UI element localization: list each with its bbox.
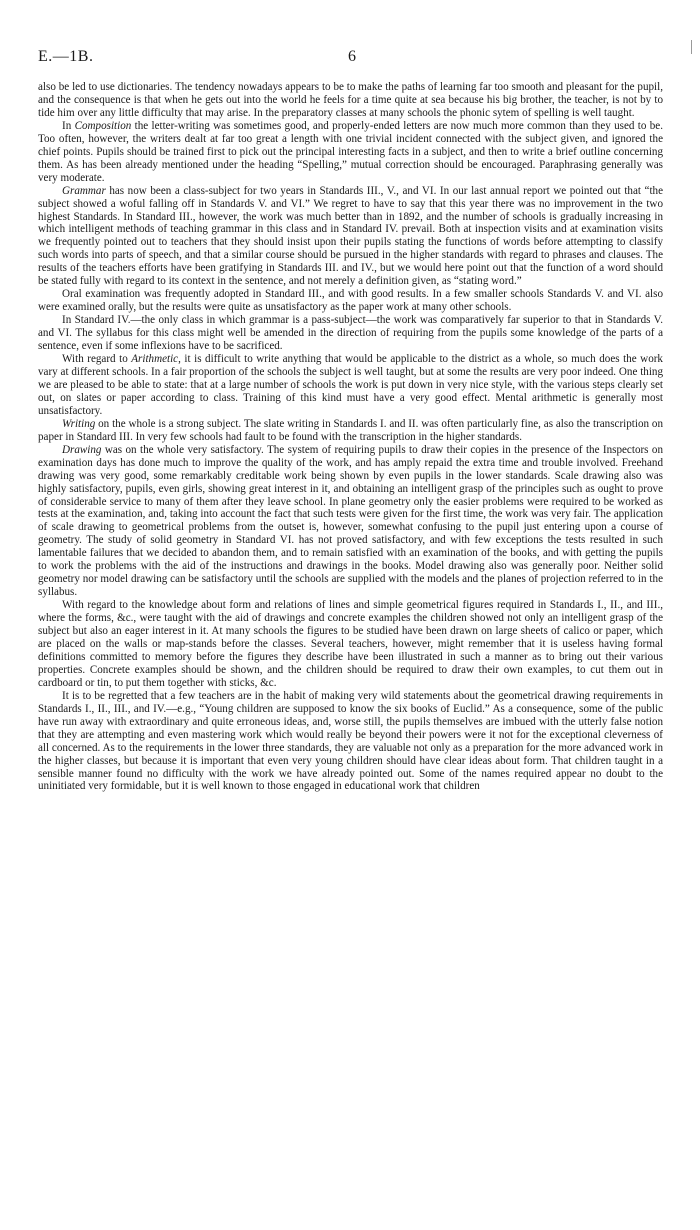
- page-header: [38, 48, 663, 70]
- paragraph-dictionaries: also be led to use dictionaries. The tendency nowadays appears to be to make the paths of learning far too smooth and pleasant for the pupil, and the consequence is that when he gets out into the world he feels for a time quite at sea because his big brother, the teacher, is not by to tide him over any little difficulty that may arise. In the preparatory classes at many schools the phonic sytem of spelling is well taught.: [38, 81, 663, 119]
- paragraph-arithmetic: With regard to Arithmetic, it is difficult to write anything that would be applicable to the district as a whole, so much does the work vary at different schools. In a fair proportion of the schools the subject is well taught, but at some the results are very poor indeed. One thing we are pleased to be able to state: that at a large number of schools the work is put down in very nice style, with the various steps clearly set out, on slates or paper according to class. Training of this kind must have a very good effect. Mental arithmetic is generally most unsatisfactory.: [38, 353, 663, 417]
- paragraph-form-and-relations: With regard to the knowledge about form and relations of lines and simple geometrical figures required in Standards I., II., and III., where the forms, &c., were taught with the aid of drawings and concrete examples the children showed not only an intelligent grasp of the subject but also an eager interest in it. At many schools the figures to be studied have been drawn on large sheets of calico or paper, which are placed on the walls or map-stands before the classes. Several teachers, however, might remember that it is useless having formal definitions committed to memory before the figures they describe have been illustrated in such a manner as to bring out their various properties. Concrete examples should be shown, and the children should be required to draw their own examples, to cut them out in cardboard or tin, to put them together with sticks, &c.: [38, 599, 663, 689]
- paragraph-standard-iv: In Standard IV.—the only class in which grammar is a pass-subject—the work was comparatively far superior to that in Standards V. and VI. The syllabus for this class might well be amended in the direction of requiring from the pupils some knowledge of the parts of a sentence, even if some inflexions have to be sacrificed.: [38, 314, 663, 353]
- subject-heading-composition: Composition: [74, 119, 132, 132]
- page-number: 6: [348, 48, 356, 65]
- subject-heading-grammar: Grammar: [62, 184, 106, 197]
- subject-heading-writing: Writing: [62, 417, 96, 430]
- subject-heading-arithmetic: Arithmetic: [131, 353, 179, 366]
- paragraph-grammar: Grammar has now been a class-subject for two years in Standards III., V., and VI. In our last annual report we pointed out that “the subject showed a woful falling off in Standards V. and VI.” We regret to have to say that this year there was no improvement in the two highest Standards. In Standard III., however, the work was much better than in 1892, and the number of schools is gradually increasing in which intelligent methods of teaching grammar in this class and in Standard IV. prevail. Both at inspection visits and at examination visits we frequently pointed out to teachers that they should insist upon their pupils stating the functions of words before attempting to classify such words into parts of speech, and that a similar course should be pursued in the higher standards with regard to phrases and clauses. The results of the teachers efforts have been gratifying in Standards III. and IV., but we would here point out that the function of a word should be stated fully with regard to its context in the sentence, and not merely a definition given, as “stating word.”: [38, 184, 663, 288]
- page-edge-mark: [691, 40, 692, 54]
- paragraph-oral-examination: Oral examination was frequently adopted in Standard III., and with good results. In a few smaller schools Standards V. and VI. also were examined orally, but the results were quite as unsatisfactory as the paper work at many other schools.: [38, 288, 663, 314]
- subject-heading-drawing: Drawing: [62, 443, 102, 456]
- document-reference: E.—1B.: [38, 48, 94, 65]
- report-body: [38, 81, 663, 793]
- paragraph-writing: Writing on the whole is a strong subject. The slate writing in Standards I. and II. was often particularly fine, as also the transcription on paper in Standard III. In very few schools had fault to be found with the transcription in the higher standards.: [38, 417, 663, 443]
- paragraph-drawing: Drawing was on the whole very satisfactory. The system of requiring pupils to draw their copies in the presence of the Inspectors on examination days has done much to improve the quality of the work, and has amply repaid the extra time and trouble involved. Freehand drawing was very good, some remarkably creditable work being shown by even pupils in the lower standards. Scale drawing also was highly satisfactory, pupils, even girls, showing great interest in it, and obtaining an intelligent grasp of the principles such as ought to prove of considerable service to many of them after they leave school. In plane geometry only the easier problems were required to be worked as tests at the examination, and, taking into account the fact that such tests were given for the first time, the work was very fair. The application of scale drawing to geometrical problems from the outset is, however, somewhat confusing to the pupil just entering upon a course of geometry. The study of solid geometry in Standard VI. has not proved satisfactory, and with few exceptions the tests resulted in such lamentable failures that we decided to abandon them, and to remain satisfied with an examination of the books, and with getting the pupils to work the problems with the aid of the instructions and drawings in the books. Model drawing also was generally poor. Neither solid geometry nor model drawing can be satisfactory until the schools are supplied with the models and the planes of projection referred to in the syllabus.: [38, 443, 663, 599]
- paragraph-geometrical-requirements: It is to be regretted that a few teachers are in the habit of making very wild statements about the geometrical drawing requirements in Standards I., II., III., and IV.—e.g., “Young children are supposed to know the six books of Euclid.” As a consequence, some of the public have run away with extraordinary and quite erroneous ideas, and, worse still, the pupils themselves are imbued with the utterly false notion that they are attempting and even mastering work which would really be beyond their powers were it not for the exceptional cleverness of all concerned. As to the requirements in the lower three standards, they are valuable not only as a preparation for the more advanced work in the higher classes, but because it is important that even very young children should have clear ideas about form. That children taught in a sensible manner found no difficulty with the work we have already pointed out. Some of the names required appear no doubt to the uninitiated very formidable, but it is well known to those engaged in educational work that children: [38, 689, 663, 793]
- paragraph-composition: In Composition the letter-writing was sometimes good, and properly-ended letters are now much more common than they used to be. Too often, however, the writers dealt at far too great a length with one trivial incident connected with the subject given, and ignored the chief points. Pupils should be trained first to pick out the principal interesting facts in a subject, and then to write a brief outline concerning them. As has been already mentioned under the heading “Spelling,” mutual correction should be encouraged. Paraphrasing generally was very moderate.: [38, 119, 664, 184]
